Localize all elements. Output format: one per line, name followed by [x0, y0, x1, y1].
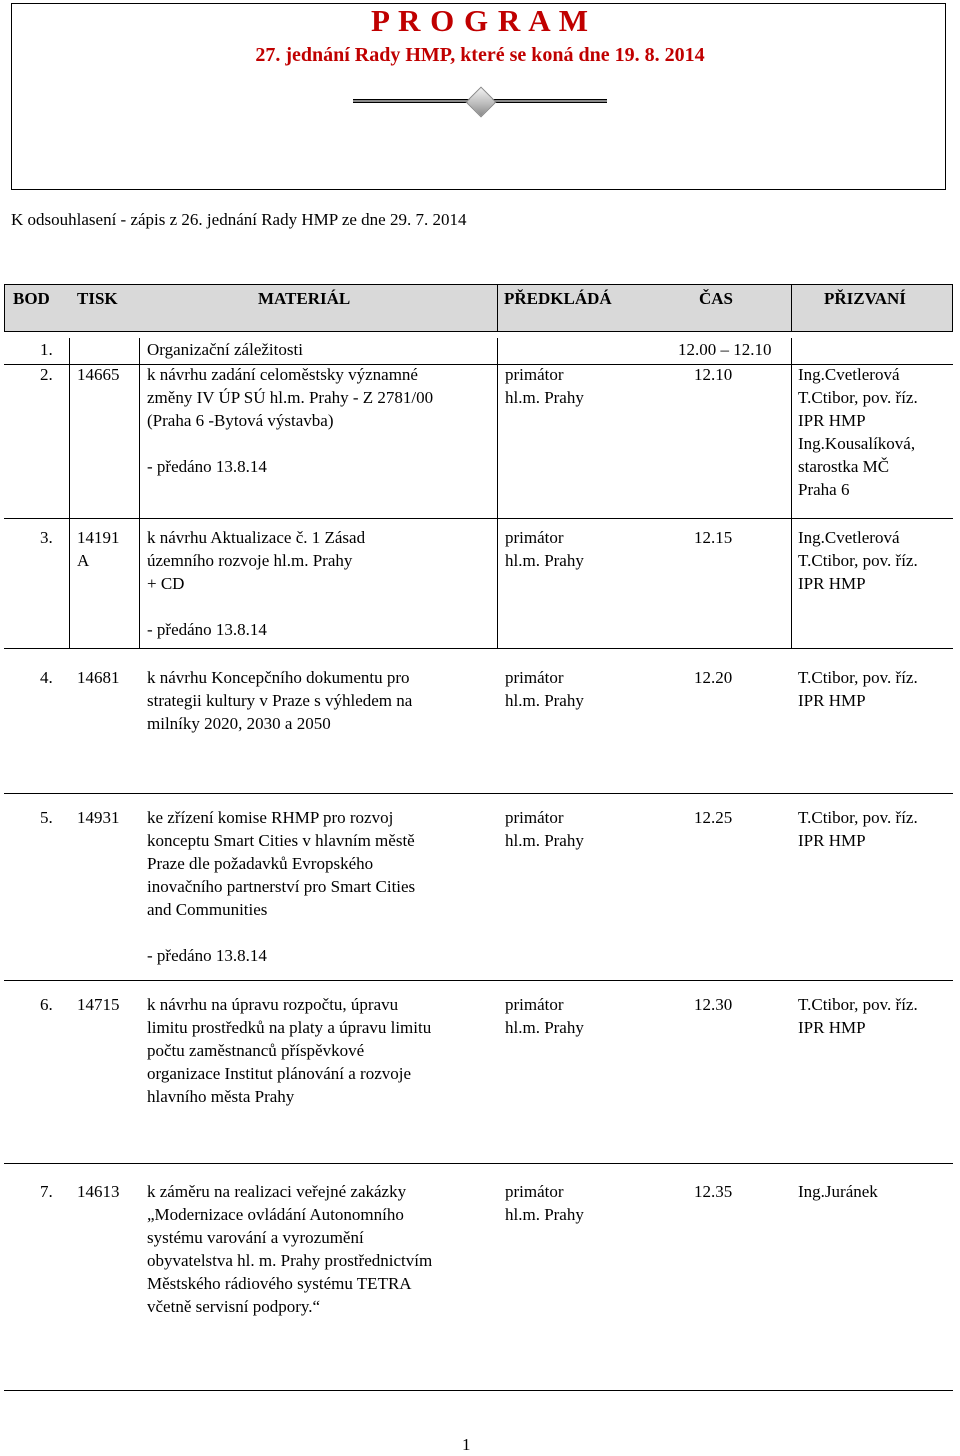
row-prizvani: Ing.Cvetlerová — [798, 365, 900, 384]
ornament-line-left — [353, 99, 475, 103]
row-predklada: primátor — [505, 668, 564, 687]
col-header-tisk: TISK — [77, 289, 118, 308]
row-material: limitu prostředků na platy a úpravu limitu — [147, 1018, 432, 1037]
row-prizvani: T.Ctibor, pov. říz. — [798, 551, 918, 570]
row-bod: 6. — [40, 995, 53, 1014]
row-bod: 2. — [40, 365, 53, 384]
col-header-prizvani: PŘIZVANÍ — [824, 289, 906, 308]
row-bod: 3. — [40, 528, 53, 547]
row-tisk: 14715 — [77, 995, 120, 1014]
row-predklada: hl.m. Prahy — [505, 1018, 584, 1037]
row-predklada: primátor — [505, 528, 564, 547]
row-material: systému varování a vyrozumění — [147, 1228, 364, 1247]
row-cas: 12.10 — [694, 365, 733, 384]
row-material: k návrhu na úpravu rozpočtu, úpravu — [147, 995, 399, 1014]
row-material: organizace Institut plánování a rozvoje — [147, 1064, 412, 1083]
row-prizvani: starostka MČ — [798, 457, 890, 476]
row-cas: 12.25 — [694, 808, 733, 827]
row-prizvani: T.Ctibor, pov. říz. — [798, 995, 918, 1014]
row-prizvani: T.Ctibor, pov. říz. — [798, 668, 918, 687]
row-predklada: hl.m. Prahy — [505, 1205, 584, 1224]
col-divider — [791, 284, 792, 332]
row-predklada: primátor — [505, 365, 564, 384]
row-tisk: A — [77, 551, 90, 570]
col-divider — [791, 338, 792, 648]
row-prizvani: T.Ctibor, pov. říz. — [798, 808, 918, 827]
row-prizvani: Ing.Juránek — [798, 1182, 878, 1201]
meeting-subtitle: 27. jednání Rady HMP, které se koná dne 19. 8. 2014 — [255, 44, 705, 66]
row-predklada: primátor — [505, 808, 564, 827]
row-material: + CD — [147, 574, 185, 593]
row-material: ke zřízení komise RHMP pro rozvoj — [147, 808, 394, 827]
row-predklada: primátor — [505, 995, 564, 1014]
row-bod: 7. — [40, 1182, 53, 1201]
row-tisk: 14931 — [77, 808, 120, 827]
row-material: k návrhu zadání celoměstsky významné — [147, 365, 418, 384]
col-divider — [497, 284, 498, 332]
row-predklada: primátor — [505, 1182, 564, 1201]
row-material: územního rozvoje hl.m. Prahy — [147, 551, 353, 570]
row-prizvani: IPR HMP — [798, 691, 866, 710]
row-material: k návrhu Aktualizace č. 1 Zásad — [147, 528, 366, 547]
row-cas: 12.20 — [694, 668, 733, 687]
row-cas: 12.35 — [694, 1182, 733, 1201]
row-prizvani: IPR HMP — [798, 831, 866, 850]
row-note: - předáno 13.8.14 — [147, 620, 267, 639]
row-separator — [4, 518, 953, 519]
col-header-cas: ČAS — [699, 289, 734, 308]
col-header-bod: BOD — [13, 289, 50, 308]
row-material: včetně servisní podpory.“ — [147, 1297, 321, 1316]
table-header — [4, 284, 953, 332]
row-predklada: hl.m. Prahy — [505, 551, 584, 570]
row-material: „Modernizace ovládání Autonomního — [147, 1205, 404, 1224]
row-prizvani: IPR HMP — [798, 411, 866, 430]
row-material: Organizační záležitosti — [147, 340, 303, 359]
row-prizvani: IPR HMP — [798, 1018, 866, 1037]
row-material: hlavního města Prahy — [147, 1087, 295, 1106]
approval-note: K odsouhlasení - zápis z 26. jednání Rady HMP ze dne 29. 7. 2014 — [11, 210, 467, 229]
row-tisk: 14613 — [77, 1182, 120, 1201]
row-cas: 12.00 – 12.10 — [678, 340, 772, 359]
row-bod: 5. — [40, 808, 53, 827]
row-note: - předáno 13.8.14 — [147, 457, 267, 476]
row-material: Praze dle požadavků Evropského — [147, 854, 374, 873]
row-material: obyvatelstva hl. m. Prahy prostřednictvím — [147, 1251, 433, 1270]
row-prizvani: Ing.Kousalíková, — [798, 434, 916, 453]
ornament-line-right — [487, 99, 607, 103]
row-material: k záměru na realizaci veřejné zakázky — [147, 1182, 407, 1201]
row-material: konceptu Smart Cities v hlavním městě — [147, 831, 415, 850]
col-divider — [497, 338, 498, 648]
row-prizvani: Ing.Cvetlerová — [798, 528, 900, 547]
row-prizvani: T.Ctibor, pov. říz. — [798, 388, 918, 407]
row-predklada: hl.m. Prahy — [505, 831, 584, 850]
row-predklada: hl.m. Prahy — [505, 691, 584, 710]
row-material: k návrhu Koncepčního dokumentu pro — [147, 668, 410, 687]
col-header-material: MATERIÁL — [258, 289, 351, 308]
row-separator — [4, 1163, 953, 1164]
col-divider — [139, 338, 140, 648]
row-note: - předáno 13.8.14 — [147, 946, 267, 965]
row-material: strategii kultury v Praze s výhledem na — [147, 691, 413, 710]
row-prizvani: Praha 6 — [798, 480, 850, 499]
row-material: inovačního partnerství pro Smart Cities — [147, 877, 416, 896]
row-separator — [4, 980, 953, 981]
page-number: 1 — [462, 1435, 471, 1454]
row-tisk: 14665 — [77, 365, 120, 384]
row-cas: 12.15 — [694, 528, 733, 547]
row-material: (Praha 6 -Bytová výstavba) — [147, 411, 334, 430]
row-prizvani: IPR HMP — [798, 574, 866, 593]
row-material: Městského rádiového systému TETRA — [147, 1274, 412, 1293]
col-divider — [69, 338, 70, 648]
row-separator — [4, 1390, 953, 1391]
row-material: počtu zaměstnanců příspěvkové — [147, 1041, 365, 1060]
program-title: P R O G R A M — [371, 3, 589, 38]
row-bod: 4. — [40, 668, 53, 687]
row-separator — [4, 793, 953, 794]
row-material: and Communities — [147, 900, 268, 919]
col-header-predklada: PŘEDKLÁDÁ — [504, 289, 612, 308]
row-tisk: 14681 — [77, 668, 120, 687]
row-material: změny IV ÚP SÚ hl.m. Prahy - Z 2781/00 — [147, 388, 434, 407]
row-predklada: hl.m. Prahy — [505, 388, 584, 407]
row-cas: 12.30 — [694, 995, 733, 1014]
row-separator — [4, 648, 953, 649]
row-material: milníky 2020, 2030 a 2050 — [147, 714, 331, 733]
row-tisk: 14191 — [77, 528, 120, 547]
row-bod: 1. — [40, 340, 53, 359]
